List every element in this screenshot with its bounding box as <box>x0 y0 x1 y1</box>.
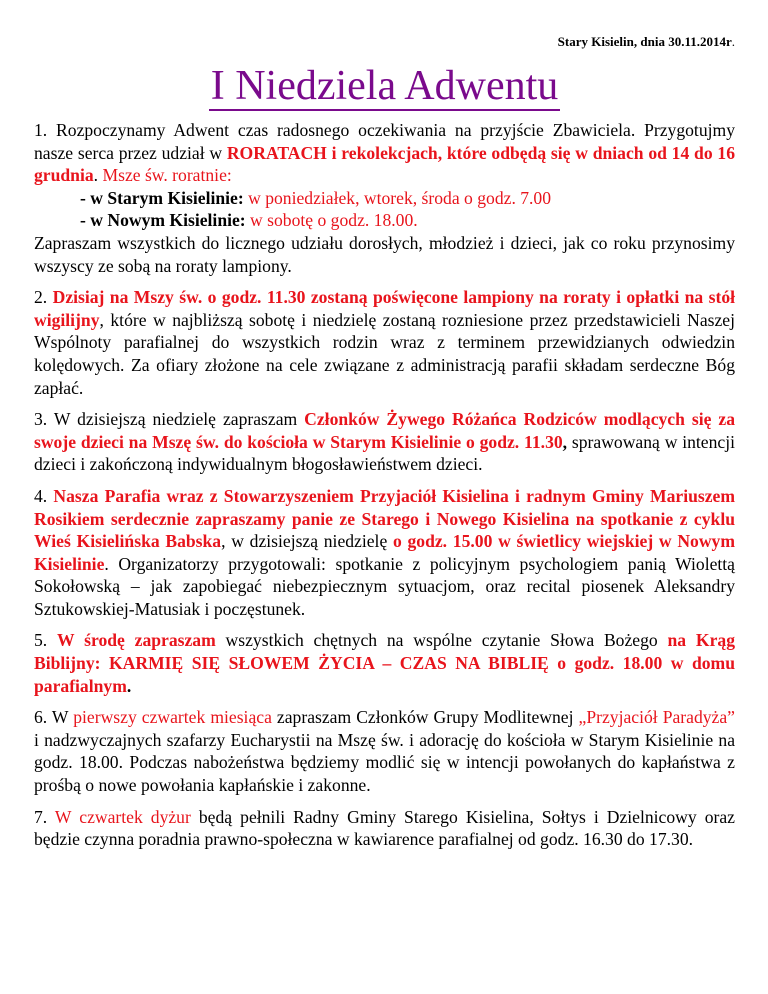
announcement-1-closing <box>34 232 735 277</box>
announcement-4-number: 4. <box>34 485 54 506</box>
announcement-7 <box>34 806 735 851</box>
announcement-1 <box>34 119 735 187</box>
announcement-6 <box>34 706 735 796</box>
announcement-5-punct: . <box>126 675 132 696</box>
schedule-time-nowy: w sobotę o godz. 18.00. <box>245 210 418 231</box>
announcement-6-closing: i nadzwyczajnych szafarzy Eucharystii na Mszę św. i adorację do kościoła w Starym Kisielinie na godz. 18.00. Podczas nabożeństwa będziemy modlić się w intencji powołanych do kapłaństwa z prośbą o nowe powołania kapłańskie i zakonne. <box>34 729 735 796</box>
rorate-schedule-stary <box>34 187 735 210</box>
announcement-5-bible-circle: na Krąg Biblijny: KARMIĘ SIĘ SŁOWEM ŻYCIA – CZAS NA BIBLIĘ o godz. 18.00 w domu parafialnym <box>34 630 735 696</box>
announcement-5 <box>34 629 735 697</box>
announcement-5-highlight: W środę zapraszam <box>57 630 216 651</box>
announcement-3-punct: , <box>562 431 568 452</box>
schedule-place-nowy: - w Nowym Kisielinie: <box>80 210 246 231</box>
announcements <box>34 119 735 860</box>
announcement-4-time-place: o godz. 15.00 w świetlicy wiejskiej w Nowym Kisielinie <box>34 531 735 574</box>
place-date: Stary Kisielin, dnia 30.11.2014r <box>557 34 732 49</box>
schedule-time-stary: w poniedziałek, wtorek, środa o godz. 7.00 <box>243 187 552 208</box>
announcement-1-closing-text: Zapraszam wszystkich do licznego udziału dorosłych, młodzież i dzieci, jak co roku przynosimy wszyscy ze sobą na roraty lampiony. <box>34 232 735 276</box>
announcement-3-closing: sprawowaną w intencji dzieci i zakończoną indywidualnym błogosławieństwem dzieci. <box>34 431 735 475</box>
announcement-2 <box>34 286 735 399</box>
announcement-5-text: wszystkich chętnych na wspólne czytanie Słowa Bożego <box>215 630 668 651</box>
announcement-4-closing: . Organizatorzy przygotowali: spotkanie z policyjnym psychologiem panią Wiolettą Sokołowską – jak zapobiegać niebezpiecznym sytuacjom, oraz recital piosenek Aleksandry Sztukowskiej-Matusiak i poczęstunek. <box>34 553 735 619</box>
announcement-7-highlight: W czwartek dyżur <box>54 806 191 827</box>
announcement-5-number: 5. <box>34 630 58 651</box>
title-text: I Niedziela Adwentu <box>210 63 559 109</box>
announcement-1-highlight: RORATACH i rekolekcjach, które odbędą się w dniach od 14 do 16 grudnia <box>34 142 735 186</box>
announcement-1-punct: . <box>93 165 103 186</box>
announcement-6-text-2: zapraszam Członków Grupy Modlitewnej <box>271 707 579 728</box>
announcement-3-highlight: Członków Żywego Różańca Rodziców modlących się za swoje dzieci na Mszę św. do kościoła w Starym Kisielinie o godz. 11.30 <box>34 409 736 452</box>
announcement-6-highlight: pierwszy czwartek miesiąca <box>73 707 272 728</box>
announcement-4 <box>34 485 735 621</box>
rorate-schedule-nowy <box>34 209 735 232</box>
announcement-2-number: 2. <box>34 287 53 308</box>
announcement-2-highlight: Dzisiaj na Mszy św. o godz. 11.30 zostaną poświęcone lampiony na roraty i opłatki na stół wigilijny <box>34 287 736 330</box>
announcement-6-group-name: „Przyjaciół Paradyża” <box>578 707 735 728</box>
announcement-2-text: , które w najbliższą sobotę i niedzielę zostaną rozniesione przez przedstawicieli Naszej Wspólnoty parafialnej do wszystkich rodzin wraz z terminem przewidzianych odwiedzin kolędowych. Za ofiary złożone na cele związane z administracją parafii składam serdeczne Bóg zapłać. <box>34 309 735 398</box>
place-date-period: . <box>731 34 735 49</box>
announcement-4-highlight: Nasza Parafia wraz z Stowarzyszeniem Przyjaciół Kisielina i radnym Gminy Mariuszem Rosikiem serdecznie zapraszamy panie ze Starego i Nowego Kisielina na spotkanie z cyklu Wieś Kisielińska Babska <box>34 485 736 552</box>
announcement-7-number: 7. <box>34 806 55 827</box>
announcement-6-text: 6. W <box>34 707 74 728</box>
announcement-1-text: 1. Rozpoczynamy Adwent czas radosnego oczekiwania na przyjście Zbawiciela. Przygotujmy nasze serca przez udział w <box>34 120 735 163</box>
announcement-3-text: 3. W dzisiejszą niedzielę zapraszam <box>34 409 305 430</box>
announcement-4-text: , w dzisiejszą niedzielę <box>221 531 393 552</box>
announcement-7-text: będą pełnili Radny Gminy Starego Kisielina, Sołtys i Dzielnicowy oraz będzie czynna poradnia prawno-społeczna w kawiarence parafialnej od godz. 16.30 do 17.30. <box>34 806 735 850</box>
announcement-1-masses-label: Msze św. roratnie: <box>102 165 232 186</box>
place-date-line <box>558 34 735 50</box>
page-title <box>34 62 735 110</box>
schedule-place-stary: - w Starym Kisielinie: <box>80 187 244 208</box>
announcement-3 <box>34 408 735 476</box>
